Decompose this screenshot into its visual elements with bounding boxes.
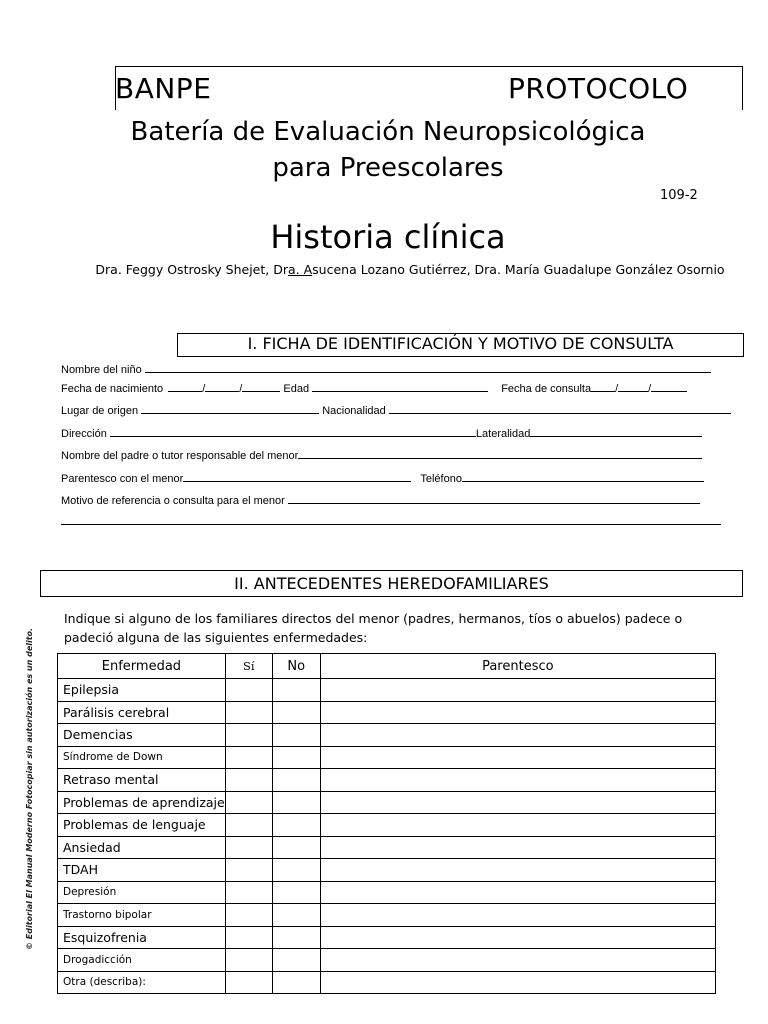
- table-row: [58, 904, 716, 927]
- page-title: Historia clínica: [270, 218, 506, 256]
- label-lateralidad: Lateralidad: [475, 428, 531, 440]
- table-row: [58, 949, 716, 972]
- field-lugar[interactable]: [141, 403, 319, 414]
- section2-intro: Indique si alguno de los familiares directos del menor (padres, hermanos, tíos o abuelos) padece o padeció alguna de las siguientes enfermedades:: [64, 611, 683, 645]
- field-consulta-dia[interactable]: [591, 381, 615, 392]
- parentesco-cell[interactable]: [320, 724, 715, 747]
- disease-name: Demencias: [58, 724, 226, 747]
- table-row: [58, 701, 716, 724]
- field-consulta-anio[interactable]: [651, 381, 687, 392]
- no-cell[interactable]: [272, 769, 320, 792]
- field-motivo-line2[interactable]: [61, 524, 721, 525]
- header-protocolo: PROTOCOLO: [508, 72, 689, 105]
- header-border-right: [742, 66, 743, 110]
- authors-underlined: a. A: [287, 262, 313, 277]
- parentesco-cell[interactable]: [320, 904, 715, 927]
- header-si: Sí: [225, 654, 272, 679]
- parentesco-cell[interactable]: [320, 814, 715, 837]
- no-cell[interactable]: [272, 971, 320, 994]
- disease-name: Epilepsia: [58, 679, 226, 702]
- si-cell[interactable]: [225, 971, 272, 994]
- parentesco-cell[interactable]: [320, 859, 715, 882]
- label-fecha-consulta: Fecha de consulta: [501, 383, 592, 395]
- no-cell[interactable]: [272, 926, 320, 949]
- table-row: [58, 836, 716, 859]
- field-telefono[interactable]: [462, 471, 704, 482]
- no-cell[interactable]: [272, 859, 320, 882]
- table-row: [58, 724, 716, 747]
- no-cell[interactable]: [272, 836, 320, 859]
- si-cell[interactable]: [225, 836, 272, 859]
- title-line1: Batería de Evaluación Neuropsicológica: [130, 117, 646, 147]
- si-cell[interactable]: [225, 904, 272, 927]
- table-row: [58, 679, 716, 702]
- disease-name: Depresión: [58, 881, 226, 904]
- parentesco-cell[interactable]: [320, 971, 715, 994]
- field-anio[interactable]: [242, 381, 280, 392]
- field-lateralidad[interactable]: [530, 426, 702, 437]
- si-cell[interactable]: [225, 881, 272, 904]
- label-fecha-nac: Fecha de nacimiento: [61, 383, 164, 395]
- no-cell[interactable]: [272, 724, 320, 747]
- label-direccion: Dirección: [61, 428, 107, 440]
- disease-name: Ansiedad: [58, 836, 226, 859]
- table-row: [58, 926, 716, 949]
- no-cell[interactable]: [272, 881, 320, 904]
- si-cell[interactable]: [225, 724, 272, 747]
- parentesco-cell[interactable]: [320, 679, 715, 702]
- label-motivo: Motivo de referencia o consulta para el menor: [61, 495, 285, 507]
- authors-part2: sucena Lozano Gutiérrez, Dra. María Guadalupe González Osornio: [312, 262, 725, 277]
- parentesco-cell[interactable]: [320, 791, 715, 814]
- label-nacionalidad: Nacionalidad: [322, 405, 386, 417]
- disease-name: TDAH: [58, 859, 226, 882]
- disease-name: Esquizofrenia: [58, 926, 226, 949]
- table-header-row: [58, 654, 716, 679]
- title-line2: para Preescolares: [272, 153, 504, 183]
- label-padre: Nombre del padre o tutor responsable del menor: [61, 450, 299, 462]
- field-parentesco[interactable]: [183, 471, 411, 482]
- field-motivo[interactable]: [288, 493, 700, 504]
- disease-name: Retraso mental: [58, 769, 226, 792]
- authors-part1: Dra. Feggy Ostrosky Shejet, Dr: [95, 262, 288, 277]
- field-padre[interactable]: [298, 448, 702, 459]
- no-cell[interactable]: [272, 746, 320, 769]
- parentesco-cell[interactable]: [320, 769, 715, 792]
- si-cell[interactable]: [225, 769, 272, 792]
- parentesco-cell[interactable]: [320, 949, 715, 972]
- label-nombre: Nombre del niño: [61, 364, 142, 376]
- header-border-top: [115, 66, 743, 67]
- si-cell[interactable]: [225, 701, 272, 724]
- header-banpe: BANPE: [115, 72, 212, 105]
- field-edad[interactable]: [312, 381, 488, 392]
- row-fecha: [61, 381, 721, 395]
- disease-name: Trastorno bipolar: [58, 904, 226, 927]
- field-dia[interactable]: [168, 381, 202, 392]
- table-row: [58, 859, 716, 882]
- section1-title: I. FICHA DE IDENTIFICACIÓN Y MOTIVO DE CONSULTA: [177, 333, 744, 357]
- row-padre: [61, 448, 721, 462]
- label-parentesco: Parentesco con el menor: [61, 473, 184, 485]
- row-direccion: [61, 426, 721, 440]
- label-edad: Edad: [283, 383, 310, 395]
- label-telefono: Teléfono: [420, 473, 462, 485]
- header-enfermedad: Enfermedad: [58, 654, 226, 679]
- form-code: 109-2: [660, 188, 698, 203]
- no-cell[interactable]: [272, 791, 320, 814]
- no-cell[interactable]: [272, 679, 320, 702]
- header-no: No: [272, 654, 320, 679]
- si-cell[interactable]: [225, 949, 272, 972]
- parentesco-cell[interactable]: [320, 701, 715, 724]
- row-parentesco: [61, 471, 721, 485]
- field-mes[interactable]: [205, 381, 239, 392]
- field-nombre[interactable]: [145, 362, 711, 373]
- parentesco-cell[interactable]: [320, 836, 715, 859]
- parentesco-cell[interactable]: [320, 746, 715, 769]
- disease-name: Síndrome de Down: [58, 746, 226, 769]
- copyright-sidebar: © Editorial El Manual Moderno Fotocopiar sin autorización es un delito.: [25, 627, 34, 950]
- no-cell[interactable]: [272, 814, 320, 837]
- si-cell[interactable]: [225, 791, 272, 814]
- no-cell[interactable]: [272, 701, 320, 724]
- row-motivo: [61, 493, 721, 507]
- disease-name: Problemas de lenguaje: [58, 814, 226, 837]
- field-consulta-mes[interactable]: [618, 381, 648, 392]
- slash: /: [239, 383, 243, 395]
- table-row: [58, 881, 716, 904]
- si-cell[interactable]: [225, 679, 272, 702]
- row-nombre: [61, 362, 721, 376]
- parentesco-cell[interactable]: [320, 926, 715, 949]
- table-row: [58, 814, 716, 837]
- si-cell[interactable]: [225, 859, 272, 882]
- disease-name: Problemas de aprendizaje: [58, 791, 226, 814]
- antecedents-table: [57, 653, 716, 994]
- si-cell[interactable]: [225, 814, 272, 837]
- row-lugar: [61, 403, 721, 417]
- si-cell[interactable]: [225, 746, 272, 769]
- label-lugar: Lugar de origen: [61, 405, 139, 417]
- table-row: [58, 769, 716, 792]
- field-direccion[interactable]: [110, 426, 476, 437]
- table-row: [58, 791, 716, 814]
- parentesco-cell[interactable]: [320, 881, 715, 904]
- no-cell[interactable]: [272, 904, 320, 927]
- disease-name: Otra (describa):: [58, 971, 226, 994]
- si-cell[interactable]: [225, 926, 272, 949]
- table-row: [58, 971, 716, 994]
- disease-name: Drogadicción: [58, 949, 226, 972]
- disease-name: Parálisis cerebral: [58, 701, 226, 724]
- no-cell[interactable]: [272, 949, 320, 972]
- slash: /: [615, 383, 619, 395]
- header-parentesco: Parentesco: [320, 654, 715, 679]
- authors: [0, 262, 768, 277]
- table-row: [58, 746, 716, 769]
- slash: /: [202, 383, 206, 395]
- slash: /: [648, 383, 652, 395]
- section2-title: II. ANTECEDENTES HEREDOFAMILIARES: [40, 570, 743, 597]
- field-nacionalidad[interactable]: [389, 403, 731, 414]
